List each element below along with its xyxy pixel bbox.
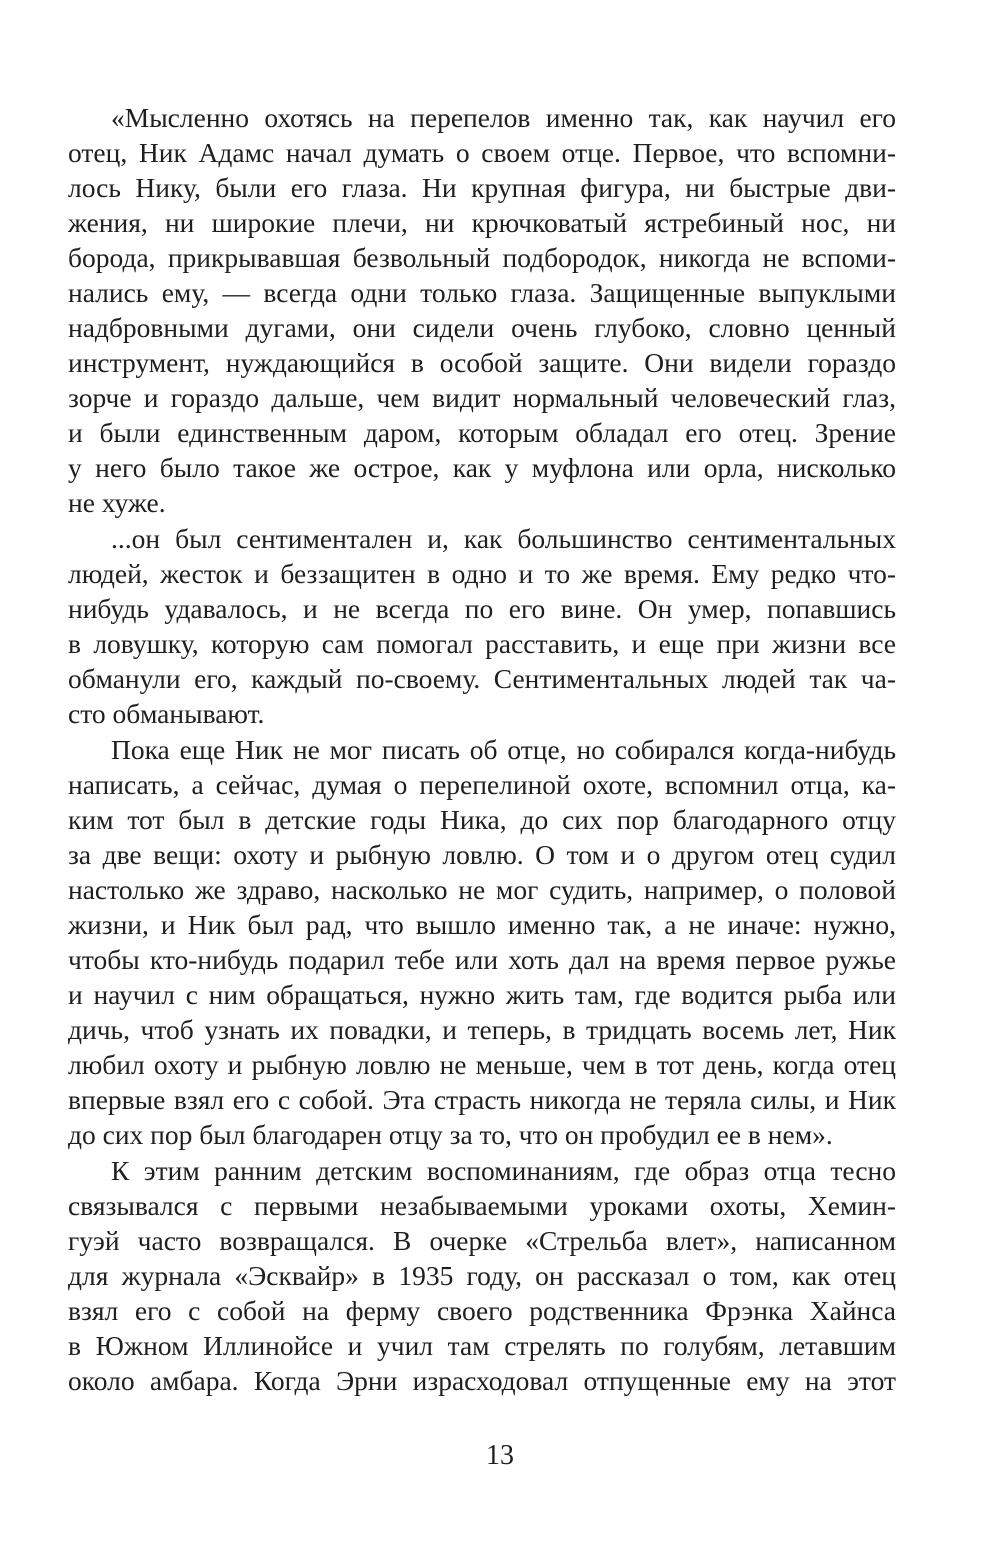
text-line: в Южном Иллинойсе и учил там стрелять по голубям, летавшим: [68, 1330, 896, 1361]
text-line: лось Нику, были его глаза. Ни крупная фигура, ни быстрые дви-: [68, 172, 896, 203]
text-line: около амбара. Когда Эрни израсходовал отпущенные ему на этот: [68, 1365, 896, 1396]
text-line: сто обманывают.: [68, 698, 265, 729]
text-line: дичь, чтоб узнать их повадки, и теперь, в тридцать восемь лет, Ник: [68, 1014, 896, 1045]
text-line: отец, Ник Адамс начал думать о своем отце. Первое, что вспомни-: [68, 137, 896, 168]
text-line: нибудь удавалось, и не всегда по его вине. Он умер, попавшись: [68, 593, 896, 624]
text-line: жения, ни широкие плечи, ни крючковатый ястребиный нос, ни: [68, 207, 896, 238]
text-line: и были единственным даром, которым обладал его отец. Зрение: [68, 417, 896, 448]
text-line: за две вещи: охоту и рыбную ловлю. О том и о другом отец судил: [68, 839, 896, 870]
text-line: до сих пор был благодарен отцу за то, что он пробудил ее в нем».: [68, 1119, 833, 1150]
text-line: для журнала «Эсквайр» в 1935 году, он рассказал о том, как отец: [68, 1260, 896, 1291]
text-line: гуэй часто возвращался. В очерке «Стрельба влет», написанном: [68, 1225, 896, 1256]
paragraph-3: [68, 732, 896, 1152]
paragraph-1: [68, 100, 896, 520]
text-line: борода, прикрывавшая безвольный подбородок, никогда не вспоми-: [68, 242, 896, 273]
text-line: Пока еще Ник не мог писать об отце, но собирался когда-нибудь: [111, 734, 896, 765]
text-line: ким тот был в детские годы Ника, до сих пор благодарного отцу: [68, 804, 896, 835]
paragraph-4: [68, 1153, 896, 1398]
text-line: зорче и гораздо дальше, чем видит нормальный человеческий глаз,: [68, 382, 896, 413]
text-line: инструмент, нуждающийся в особой защите. Они видели гораздо: [68, 347, 896, 378]
text-line: настолько же здраво, насколько не мог судить, например, о половой: [68, 874, 896, 905]
text-line: людей, жесток и беззащитен в одно и то же время. Ему редко что-: [68, 558, 896, 589]
page-body: [68, 100, 896, 1398]
text-line: не хуже.: [68, 487, 166, 518]
text-line: в ловушку, которую сам помогал расставить, и еще при жизни все: [68, 628, 896, 659]
text-line: впервые взял его с собой. Эта страсть никогда не теряла силы, и Ник: [68, 1084, 896, 1115]
text-line: жизни, и Ник был рад, что вышло именно так, а не иначе: нужно,: [68, 909, 896, 940]
text-line: К этим ранним детским воспоминаниям, где образ отца тесно: [111, 1155, 896, 1186]
text-line: надбровными дугами, они сидели очень глубоко, словно ценный: [68, 312, 896, 343]
paragraph-2: [68, 521, 896, 731]
text-line: и научил с ним обращаться, нужно жить там, где водится рыба или: [68, 979, 896, 1010]
text-line: написать, а сейчас, думая о перепелиной охоте, вспомнил отца, ка-: [68, 769, 896, 800]
text-line: чтобы кто-нибудь подарил тебе или хоть дал на время первое ружье: [68, 944, 896, 975]
text-line: взял его с собой на ферму своего родственника Фрэнка Хайнса: [68, 1295, 896, 1326]
text-line: «Мысленно охотясь на перепелов именно так, как научил его: [111, 102, 896, 133]
text-line: ...он был сентиментален и, как большинство сентиментальных: [111, 523, 896, 554]
text-line: связывался с первыми незабываемыми уроками охоты, Хемин-: [68, 1190, 896, 1221]
page-number: 13: [486, 1440, 514, 1471]
text-line: нались ему, — всегда одни только глаза. Защищенные выпуклыми: [68, 277, 896, 308]
text-line: обманули его, каждый по-своему. Сентиментальных людей так ча-: [68, 663, 896, 694]
text-line: любил охоту и рыбную ловлю не меньше, чем в тот день, когда отец: [68, 1049, 896, 1080]
text-line: у него было такое же острое, как у муфлона или орла, нисколько: [68, 452, 896, 483]
